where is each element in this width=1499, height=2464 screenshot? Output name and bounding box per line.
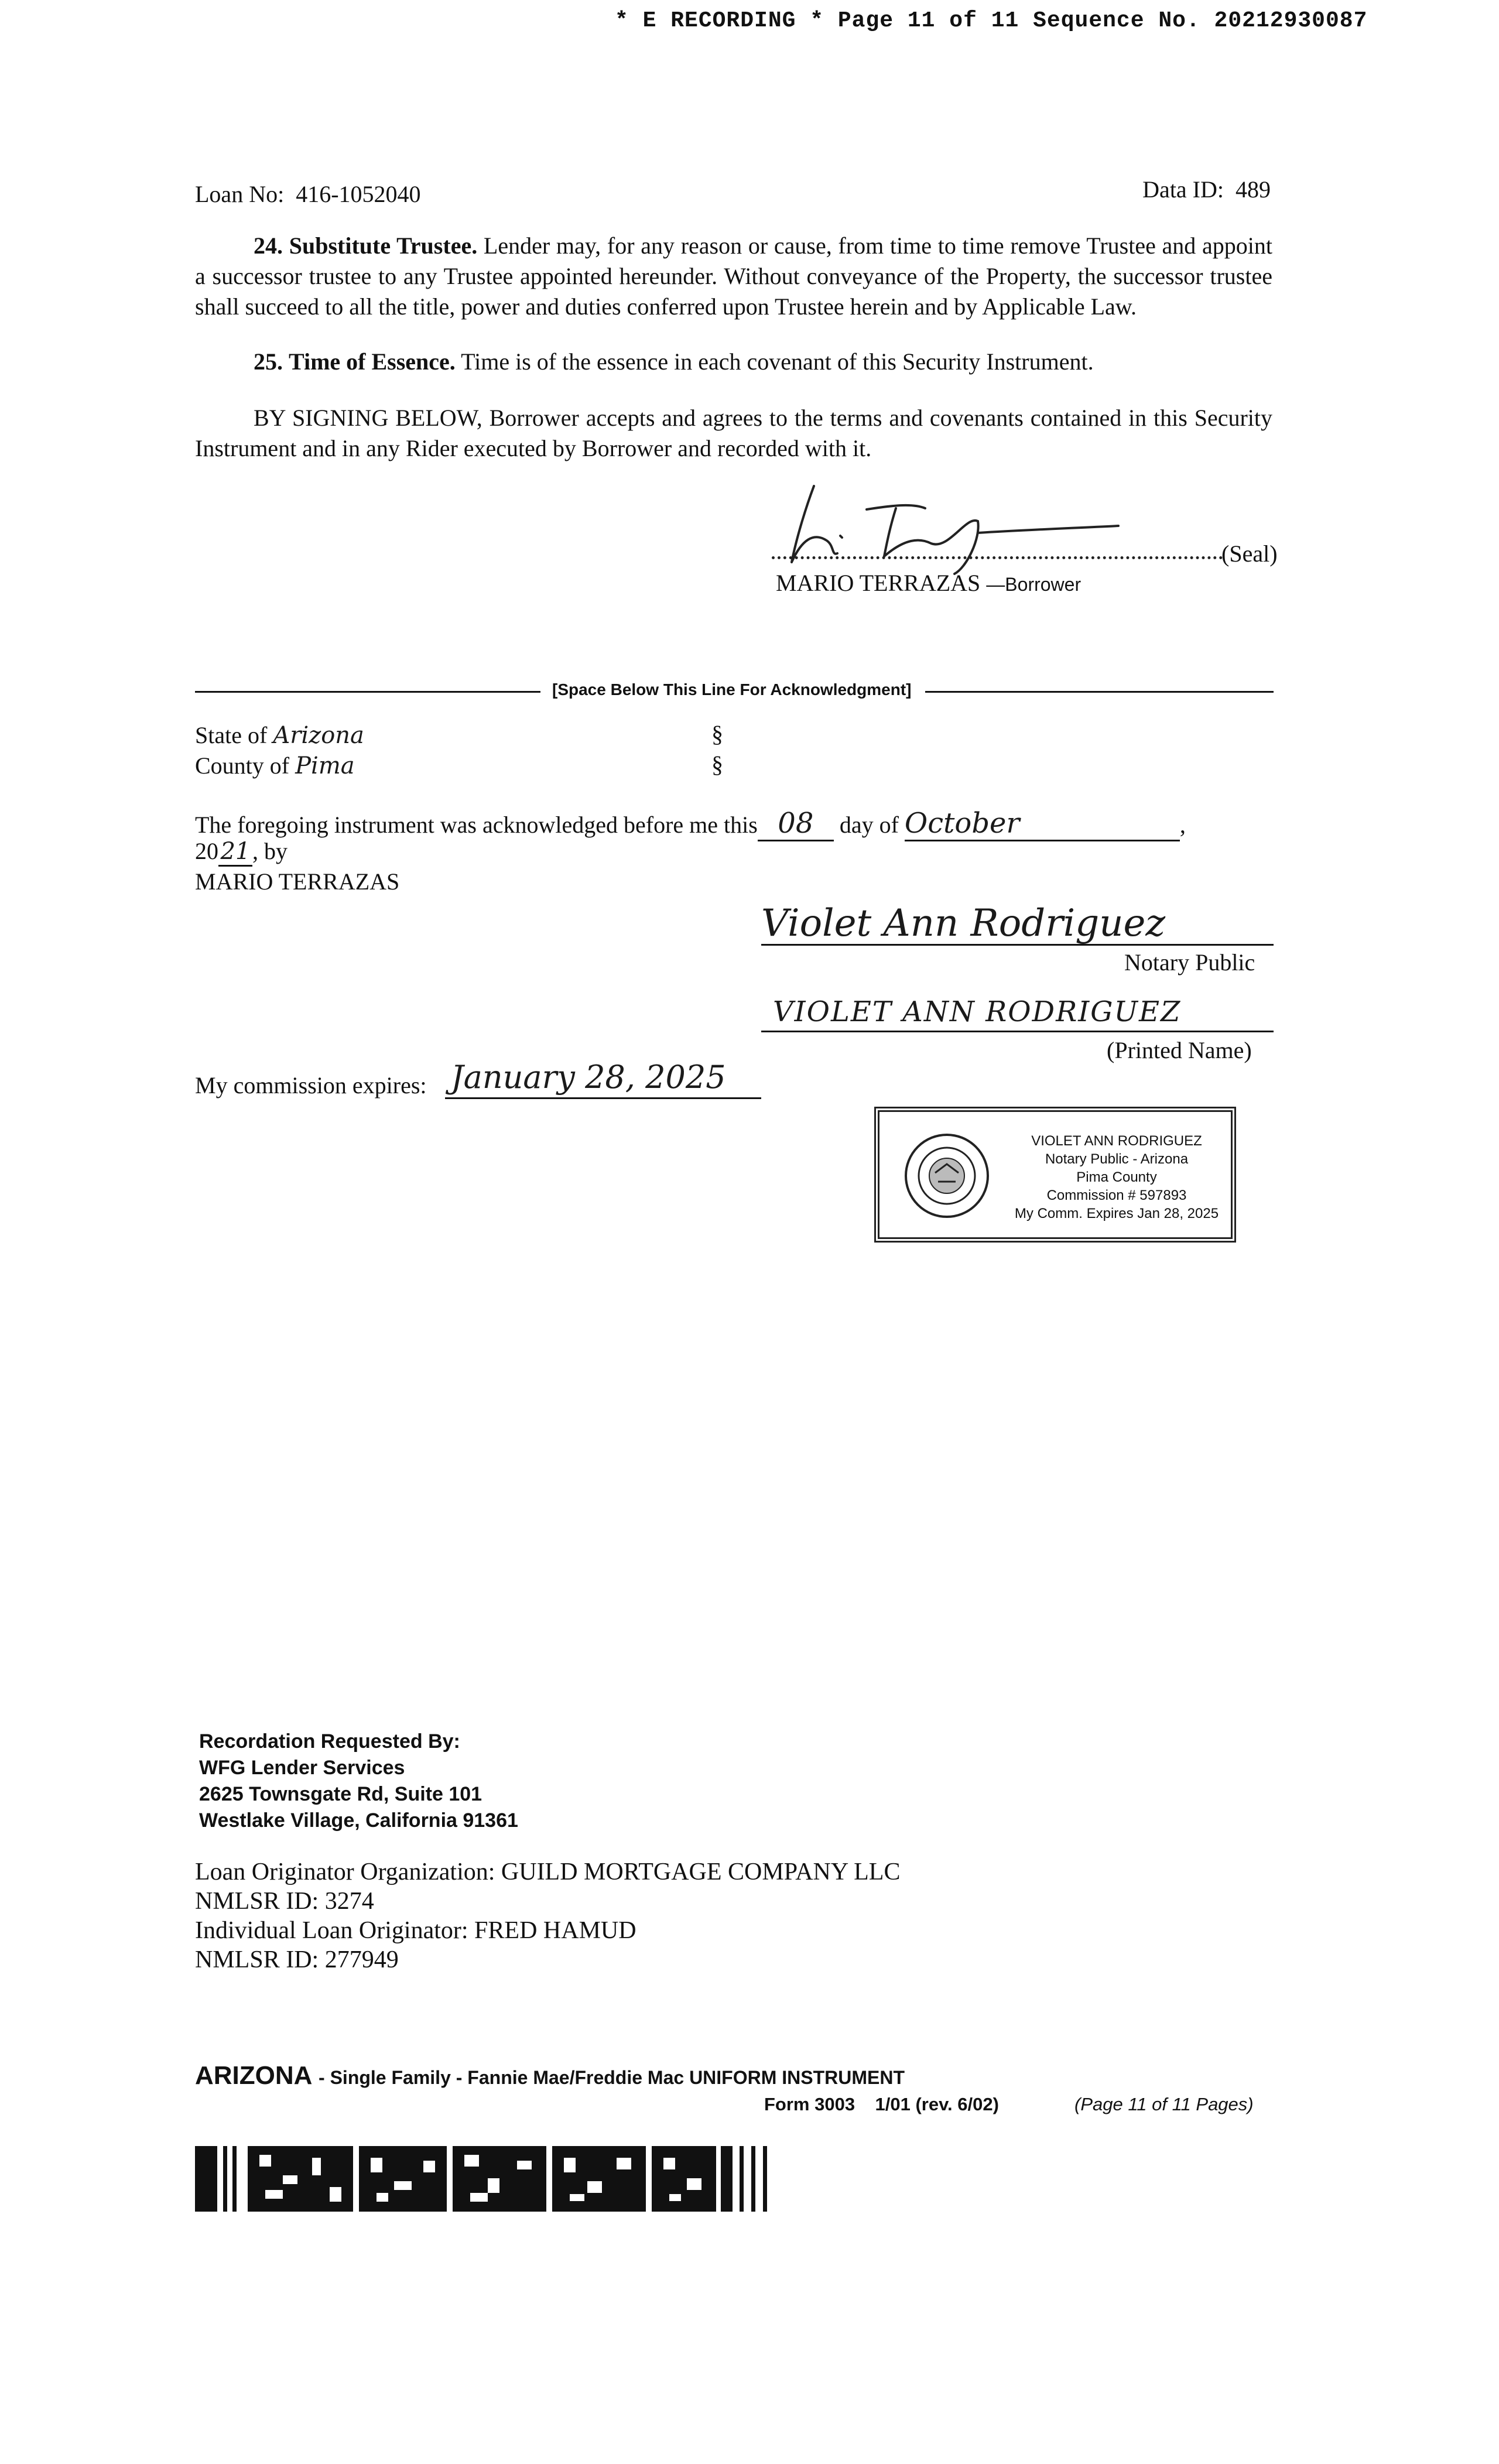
notary-signature: Violet Ann Rodriguez bbox=[761, 902, 1166, 945]
footer-state: ARIZONA bbox=[195, 2061, 312, 2090]
section-mark: § bbox=[711, 751, 723, 778]
section-mark: § bbox=[711, 721, 723, 747]
commission-expires-label: My commission expires: bbox=[195, 1072, 427, 1098]
clause-time-of-essence bbox=[195, 347, 1272, 377]
borrower-name-text: MARIO TERRAZAS bbox=[776, 570, 981, 596]
clause-number: 25. bbox=[254, 348, 283, 375]
stamp-text bbox=[1005, 1132, 1228, 1223]
recording-header: * E RECORDING * Page 11 of 11 Sequence No. 20212930087 bbox=[615, 8, 1368, 33]
loan-number-label: Loan No: bbox=[195, 181, 285, 207]
data-id-label: Data ID: bbox=[1142, 176, 1224, 203]
state-seal-icon bbox=[903, 1132, 991, 1220]
clause-text: Lender may, for any reason or cause, from time to time remove Trustee and appoint a successor trustee to any Trustee appointed hereunder. Without conveyance of the Property, the successor trustee shall succeed to all the title, power and duties conferred upon Trustee herein and by Applicable Law. bbox=[195, 232, 1272, 320]
recordation-requested-block bbox=[199, 1729, 518, 1834]
borrower-name bbox=[776, 569, 1081, 597]
stamp-line: Pima County bbox=[1076, 1169, 1157, 1185]
footer-page-number: (Page 11 of 11 Pages) bbox=[1074, 2094, 1254, 2114]
ack-text-day-of: day of bbox=[839, 812, 899, 838]
stamp-line: My Comm. Expires Jan 28, 2025 bbox=[1014, 1206, 1219, 1221]
notary-signature-line bbox=[761, 944, 1274, 946]
loan-originator-block bbox=[195, 1857, 900, 1974]
state-line bbox=[195, 721, 364, 749]
divider-left bbox=[195, 691, 540, 693]
printed-name-line bbox=[761, 1031, 1274, 1032]
ack-year-suffix: , by bbox=[252, 838, 288, 864]
notary-printed-name: VIOLET ANN RODRIGUEZ bbox=[773, 995, 1182, 1028]
footer-description: - Single Family - Fannie Mae/Freddie Mac UNIFORM INSTRUMENT bbox=[319, 2067, 905, 2088]
stamp-line: Notary Public - Arizona bbox=[1045, 1151, 1189, 1167]
commission-expires-line bbox=[445, 1097, 761, 1099]
clause-title: Time of Essence. bbox=[289, 348, 456, 375]
data-id-value: 489 bbox=[1236, 176, 1271, 203]
acknowledgment-sentence: The foregoing instrument was acknowledged before me this 08 day of October , bbox=[195, 807, 1186, 841]
county-line bbox=[195, 752, 355, 779]
county-value: Pima bbox=[295, 752, 355, 779]
footer-title bbox=[195, 2061, 905, 2090]
stamp-line: Commission # 597893 bbox=[1046, 1187, 1187, 1203]
ack-month-value: October bbox=[905, 807, 1180, 841]
recordation-heading: Recordation Requested By: bbox=[199, 1730, 460, 1753]
recordation-company: WFG Lender Services bbox=[199, 1757, 405, 1779]
commission-expires-value: January 28, 2025 bbox=[451, 1059, 726, 1096]
clause-title: Substitute Trustee. bbox=[289, 232, 478, 259]
borrower-role: —Borrower bbox=[986, 574, 1082, 595]
data-id bbox=[1142, 176, 1271, 203]
notary-stamp bbox=[874, 1107, 1236, 1243]
recordation-address-2: Westlake Village, California 91361 bbox=[199, 1809, 518, 1832]
ack-year-prefix: 20 bbox=[195, 838, 218, 864]
notary-public-label: Notary Public bbox=[1124, 949, 1255, 976]
originator-org-nmlsr: NMLSR ID: 3274 bbox=[195, 1888, 374, 1915]
seal-label: (Seal) bbox=[1221, 540, 1278, 567]
borrower-signature-line bbox=[772, 550, 1223, 559]
clause-substitute-trustee bbox=[195, 231, 1272, 322]
borrower-signature bbox=[779, 474, 1142, 580]
signing-statement: BY SIGNING BELOW, Borrower accepts and agrees to the terms and covenants contained in this Security Instrument and in any Rider executed by Borrower and recorded with it. bbox=[195, 405, 1272, 461]
printed-name-label: (Printed Name) bbox=[1107, 1037, 1252, 1063]
originator-individual: Individual Loan Originator: FRED HAMUD bbox=[195, 1917, 636, 1944]
clause-number: 24. bbox=[254, 232, 283, 259]
state-value: Arizona bbox=[273, 722, 364, 749]
ack-text-before-day: The foregoing instrument was acknowledged before me this bbox=[195, 812, 758, 838]
stamp-line: VIOLET ANN RODRIGUEZ bbox=[1031, 1133, 1202, 1149]
originator-individual-nmlsr: NMLSR ID: 277949 bbox=[195, 1946, 399, 1973]
originator-organization: Loan Originator Organization: GUILD MORTGAGE COMPANY LLC bbox=[195, 1859, 901, 1885]
recordation-address-1: 2625 Townsgate Rd, Suite 101 bbox=[199, 1783, 482, 1805]
barcode-icon bbox=[195, 2146, 776, 2212]
ack-day-value: 08 bbox=[758, 807, 834, 841]
divider-right bbox=[925, 691, 1274, 693]
loan-number-value: 416-1052040 bbox=[296, 181, 421, 207]
footer-form-number: Form 3003 1/01 (rev. 6/02) bbox=[764, 2094, 999, 2114]
ack-year-value: 21 bbox=[218, 838, 252, 867]
acknowledged-name: MARIO TERRAZAS bbox=[195, 868, 400, 895]
loan-number bbox=[195, 180, 421, 208]
state-label: State of bbox=[195, 722, 268, 748]
county-label: County of bbox=[195, 752, 290, 779]
clause-text: Time is of the essence in each covenant of this Security Instrument. bbox=[461, 348, 1094, 375]
acknowledgment-year bbox=[195, 837, 288, 867]
acknowledgment-divider-label: [Space Below This Line For Acknowledgment] bbox=[552, 680, 912, 699]
